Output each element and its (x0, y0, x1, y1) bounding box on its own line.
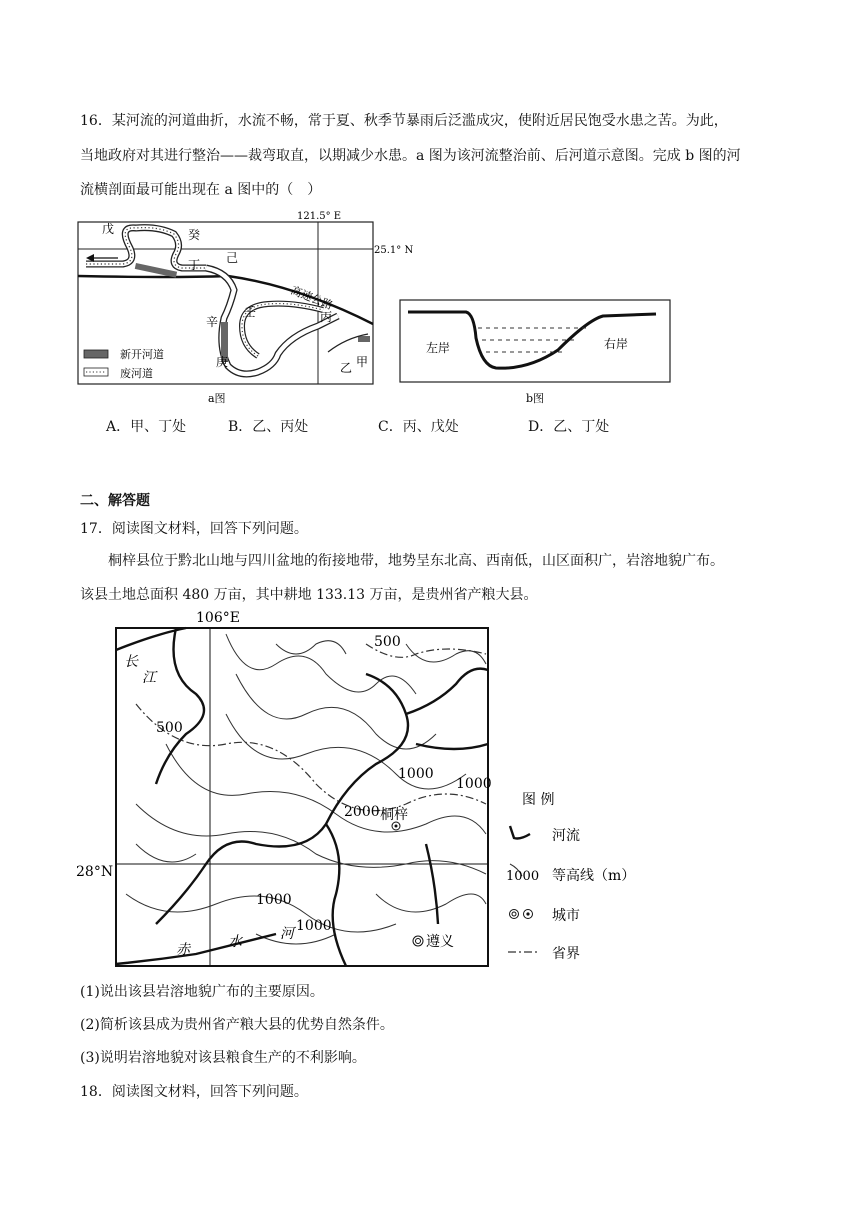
city-zunyi-icon (413, 936, 423, 946)
figA-label-xin: 辛 (206, 315, 219, 329)
map-river-chishui-3: 河 (280, 926, 294, 942)
option-c[interactable]: C．丙、戊处 (378, 419, 459, 435)
q17-material-line1: 桐梓县位于黔北山地与四川盆地的衔接地带，地势呈东北高、西南低，山区面积广，岩溶地貌广布。 (108, 553, 724, 569)
option-b[interactable]: B．乙、丙处 (228, 419, 309, 435)
figA-legend-new: 新开河道 (120, 348, 164, 361)
section-title: 二、解答题 (80, 493, 150, 509)
q16-line3: 流横剖面最可能出现在 a 图中的（ ） (80, 182, 322, 198)
map-contour-500a: 500 (374, 634, 401, 650)
figA-label-ji: 己 (226, 251, 239, 265)
map-lon-label: 106°E (196, 610, 240, 626)
figA-label-bing: 丙 (320, 310, 333, 324)
figA-label-geng: 庚 (216, 355, 229, 369)
map-legend-river: 河流 (552, 828, 580, 844)
figA-road-label: 高速公路 (288, 283, 335, 313)
figA-label-wu: 戊 (102, 222, 115, 236)
option-d[interactable]: D．乙、丁处 (528, 419, 610, 435)
map-legend-contour-val: 1000 (506, 869, 540, 884)
figA-caption: a图 (208, 392, 226, 405)
map-contour-1000c: 1000 (256, 892, 292, 908)
map-legend-title: 图 例 (522, 792, 555, 808)
q16-line2: 当地政府对其进行整治——裁弯取直，以期减少水患。a 图为该河流整治前、后河道示意图。完成 b 图的河 (80, 148, 741, 164)
map-contour-1000b: 1000 (456, 776, 492, 792)
tongzi-topo-map (76, 604, 656, 972)
q17-stem: 17．阅读图文材料，回答下列问题。 (80, 521, 308, 537)
q18-stem: 18．阅读图文材料，回答下列问题。 (80, 1084, 308, 1100)
map-legend-border: 省界 (552, 946, 580, 962)
legend-city-icon (510, 910, 533, 919)
map-river-chishui-2: 水 (228, 934, 242, 950)
legend-river-icon (510, 826, 530, 839)
option-a[interactable]: A．甲、丁处 (106, 419, 187, 435)
q17-sub1: (1)说出该县岩溶地貌广布的主要原因。 (80, 984, 324, 1000)
figB-caption: b图 (526, 392, 545, 405)
figB-left-bank: 左岸 (426, 341, 451, 355)
map-river-changjiang-2: 江 (142, 670, 156, 686)
figA-label-gui: 癸 (188, 228, 201, 242)
q17-sub3: (3)说明岩溶地貌对该县粮食生产的不利影响。 (80, 1050, 366, 1066)
figure-a-river-map (78, 206, 414, 408)
q16-line1: 16．某河流的河道曲折，水流不畅，常于夏、秋季节暴雨后泛滥成灾，使附近居民饱受水患之苦。为此， (80, 113, 728, 129)
figA-lon-label: 121.5° E (297, 211, 342, 222)
map-city-tongzi: 桐梓 (380, 807, 408, 823)
q17-sub2: (2)简析该县成为贵州省产粮大县的优势自然条件。 (80, 1017, 394, 1033)
map-lat-label: 28°N (76, 864, 114, 880)
figA-lat-label: 25.1° N (374, 245, 414, 256)
map-legend-contour: 等高线（m） (552, 868, 636, 884)
map-city-zunyi: 遵义 (426, 934, 454, 950)
map-contour-500b: 500 (156, 720, 183, 736)
figure-b-cross-section (398, 298, 673, 408)
map-river-chishui-1: 赤 (176, 942, 190, 958)
q17-material-line2: 该县土地总面积 480 万亩，其中耕地 133.13 万亩，是贵州省产粮大县。 (80, 587, 538, 603)
figB-right-bank: 右岸 (604, 337, 629, 351)
map-contour-1000d: 1000 (296, 918, 332, 934)
figA-label-ren: 壬 (244, 305, 257, 319)
map-legend-city: 城市 (552, 908, 580, 924)
city-tongzi-icon (392, 822, 400, 830)
figA-label-ding: 丁 (188, 258, 201, 272)
figA-legend-old: 废河道 (120, 367, 153, 380)
map-contour-1000a: 1000 (398, 766, 434, 782)
figA-label-jia: 甲 (356, 355, 369, 369)
figA-label-yi: 乙 (340, 361, 353, 375)
map-river-changjiang-1: 长 (124, 654, 138, 670)
map-contour-2000: 2000 (344, 804, 380, 820)
